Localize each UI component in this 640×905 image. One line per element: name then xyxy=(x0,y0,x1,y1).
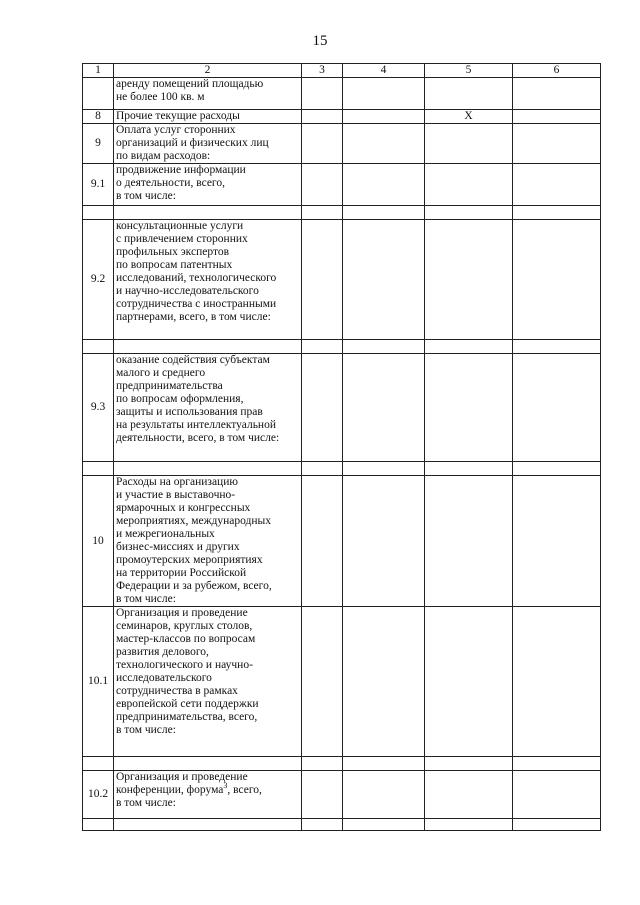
value-cell-c6 xyxy=(513,771,601,819)
table-row xyxy=(83,771,601,819)
table-row xyxy=(83,476,601,607)
value-cell-c4 xyxy=(343,607,425,757)
value-cell-c3 xyxy=(302,354,343,462)
value-cell-c3 xyxy=(302,819,343,831)
row-description: Прочие текущие расходы xyxy=(114,110,302,124)
value-cell-c5 xyxy=(425,124,513,164)
table-row xyxy=(83,164,601,206)
header-cell: 6 xyxy=(513,64,601,78)
row-description: продвижение информации о деятельности, всего, в том числе: xyxy=(114,164,302,206)
value-cell-c6 xyxy=(513,206,601,220)
row-number: 8 xyxy=(83,110,114,124)
value-cell-c3 xyxy=(302,206,343,220)
value-cell-c5 xyxy=(425,819,513,831)
value-cell-c5 xyxy=(425,771,513,819)
table-row xyxy=(83,220,601,340)
row-number: 9 xyxy=(83,124,114,164)
header-cell: 3 xyxy=(302,64,343,78)
row-number xyxy=(83,819,114,831)
value-cell-c3 xyxy=(302,607,343,757)
header-cell: 2 xyxy=(114,64,302,78)
value-cell-c6 xyxy=(513,340,601,354)
header-cell: 5 xyxy=(425,64,513,78)
row-description: Расходы на организацию и участие в выставочно- ярмарочных и конгрессных мероприятиях, международных и межрегиональных бизнес-миссиях и других промоутерских мероприятиях на территории Российской Федерации и за рубежом, всего, в том числе: xyxy=(114,476,302,607)
page-number: 15 xyxy=(312,33,328,49)
value-cell-c4 xyxy=(343,462,425,476)
value-cell-c3 xyxy=(302,462,343,476)
row-number: 10 xyxy=(83,476,114,607)
row-description: Организация и проведение семинаров, круглых столов, мастер-классов по вопросам развития делового, технологического и научно- исследовательского сотрудничества в рамках европейской сети поддержки предпринимательства, всего, в том числе: xyxy=(114,607,302,757)
table-row xyxy=(83,757,601,771)
row-description: аренду помещений площадью не более 100 кв. м xyxy=(114,78,302,110)
row-description xyxy=(114,757,302,771)
value-cell-c5 xyxy=(425,354,513,462)
row-number: 9.3 xyxy=(83,354,114,462)
value-cell-c6 xyxy=(513,78,601,110)
row-description: консультационные услуги с привлечением сторонних профильных экспертов по вопросам патентных исследований, технологического и научно-исследовательского сотрудничества с иностранными партнерами, всего, в том числе: xyxy=(114,220,302,340)
row-description-tail: , всего, в том числе: xyxy=(116,784,262,809)
table-row xyxy=(83,462,601,476)
value-cell-c6 xyxy=(513,110,601,124)
header-cell: 1 xyxy=(83,64,114,78)
row-number xyxy=(83,206,114,220)
row-number: 10.1 xyxy=(83,607,114,757)
row-description-text: Организация и проведение конференции, форума xyxy=(116,771,248,796)
row-description xyxy=(114,819,302,831)
row-number xyxy=(83,78,114,110)
table-row xyxy=(83,124,601,164)
value-cell-c4 xyxy=(343,757,425,771)
row-number xyxy=(83,340,114,354)
value-cell-c5 xyxy=(425,476,513,607)
value-cell-c3 xyxy=(302,110,343,124)
table-row xyxy=(83,206,601,220)
value-cell-c5 xyxy=(425,340,513,354)
value-cell-c3 xyxy=(302,757,343,771)
table-row xyxy=(83,819,601,831)
value-cell-c3 xyxy=(302,771,343,819)
value-cell-c4 xyxy=(343,476,425,607)
table-header-row xyxy=(83,64,601,78)
value-cell-c5: Х xyxy=(425,110,513,124)
table-row xyxy=(83,340,601,354)
header-cell: 4 xyxy=(343,64,425,78)
value-cell-c4 xyxy=(343,164,425,206)
value-cell-c6 xyxy=(513,476,601,607)
value-cell-c4 xyxy=(343,340,425,354)
value-cell-c4 xyxy=(343,206,425,220)
row-description xyxy=(114,771,302,819)
row-number xyxy=(83,462,114,476)
value-cell-c5 xyxy=(425,462,513,476)
row-description: оказание содействия субъектам малого и среднего предпринимательства по вопросам оформления, защиты и использования прав на результаты интеллектуальной деятельности, всего, в том числе: xyxy=(114,354,302,462)
value-cell-c4 xyxy=(343,220,425,340)
table-row xyxy=(83,607,601,757)
value-cell-c6 xyxy=(513,220,601,340)
value-cell-c5 xyxy=(425,206,513,220)
value-cell-c3 xyxy=(302,220,343,340)
value-cell-c3 xyxy=(302,164,343,206)
value-cell-c5 xyxy=(425,607,513,757)
value-cell-c3 xyxy=(302,78,343,110)
row-description xyxy=(114,206,302,220)
value-cell-c6 xyxy=(513,757,601,771)
value-cell-c3 xyxy=(302,340,343,354)
row-description xyxy=(114,340,302,354)
value-cell-c4 xyxy=(343,78,425,110)
row-description: Оплата услуг сторонних организаций и физических лиц по видам расходов: xyxy=(114,124,302,164)
value-cell-c6 xyxy=(513,124,601,164)
value-cell-c6 xyxy=(513,819,601,831)
value-cell-c5 xyxy=(425,220,513,340)
value-cell-c4 xyxy=(343,354,425,462)
value-cell-c4 xyxy=(343,110,425,124)
value-cell-c3 xyxy=(302,124,343,164)
row-number: 10.2 xyxy=(83,771,114,819)
value-cell-c6 xyxy=(513,354,601,462)
value-cell-c6 xyxy=(513,462,601,476)
value-cell-c5 xyxy=(425,757,513,771)
table-row xyxy=(83,110,601,124)
value-cell-c4 xyxy=(343,771,425,819)
value-cell-c5 xyxy=(425,78,513,110)
expense-table xyxy=(82,63,601,831)
row-number xyxy=(83,757,114,771)
value-cell-c4 xyxy=(343,819,425,831)
value-cell-c6 xyxy=(513,607,601,757)
table-row xyxy=(83,78,601,110)
row-description xyxy=(114,462,302,476)
value-cell-c5 xyxy=(425,164,513,206)
value-cell-c4 xyxy=(343,124,425,164)
value-cell-c3 xyxy=(302,476,343,607)
footnote-mark: 3 xyxy=(223,781,228,791)
row-number: 9.2 xyxy=(83,220,114,340)
table-row xyxy=(83,354,601,462)
value-cell-c6 xyxy=(513,164,601,206)
row-number: 9.1 xyxy=(83,164,114,206)
